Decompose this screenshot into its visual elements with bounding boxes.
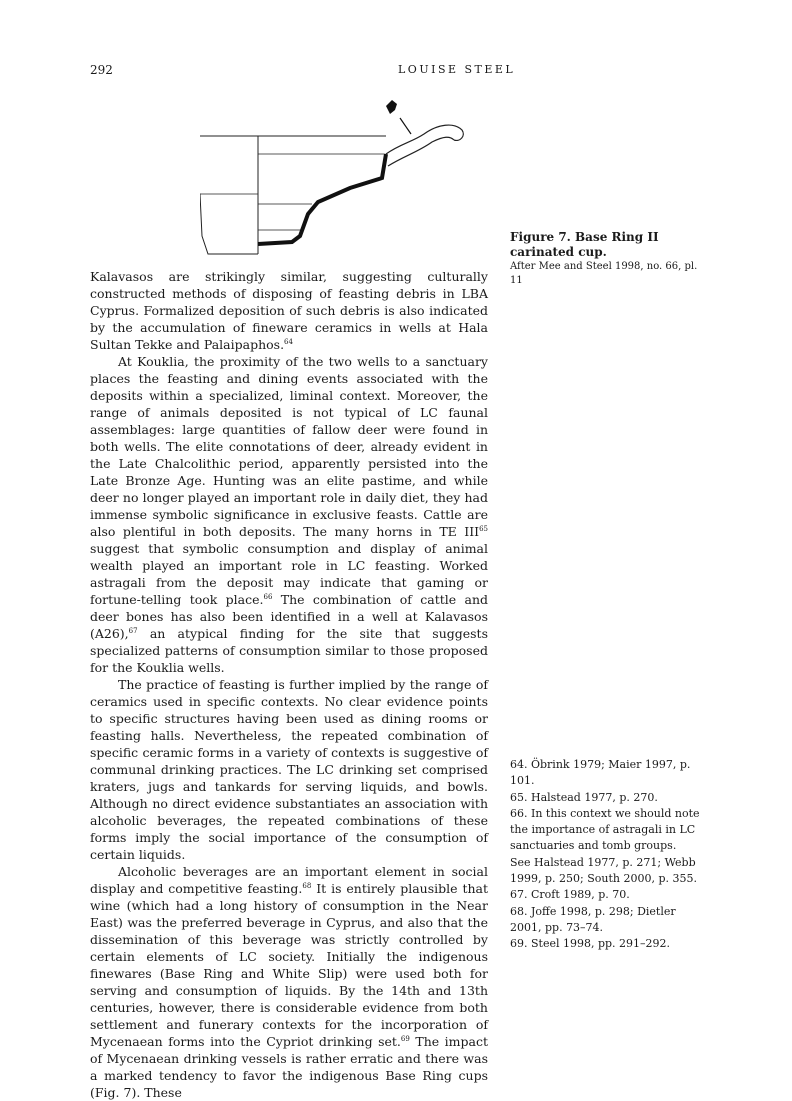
cup-drawing	[200, 96, 470, 256]
exterior-profile	[200, 136, 258, 254]
body-text	[90, 268, 488, 1101]
footnote: 64. Öbrink 1979; Maier 1997, p. 101.	[510, 758, 691, 788]
handle-outline	[386, 125, 463, 154]
figure-base-ring-cup	[200, 96, 470, 256]
fragment-pointer	[400, 118, 411, 134]
paragraph: Kalavasos are strikingly similar, suggesting culturally constructed methods of disposing of feasting debris in LBA Cyprus. Formalized deposition of such debris is also indicated by the accumulation of fineware ceramics in wells at Hala Sultan Tekke and Palaipaphos.$^{64}$	[90, 269, 488, 352]
caption-title: Figure 7. Base Ring II carinated cup.	[510, 230, 659, 259]
paragraph: At Kouklia, the proximity of the two wells to a sanctuary places the feasting and dining events associated with the deposits within a specialized, liminal context. Moreover, the range of animals deposited is not typical of LC faunal assemblages: large quantities of fallow deer were found in both wells. The elite connotations of deer, already evident in the Late Chalcolithic period, apparently persisted into the Late Bronze Age. Hunting was an elite pastime, and while deer no longer played an important role in daily diet, they had immense symbolic significance in exclusive feasts. Cattle are also plentiful in both deposits. The many horns in TE III$^{65}$ suggest that symbolic consumption and display of animal wealth played an important role in LC feasting. Worked astragali from the deposit may indicate that gaming or fortune-telling took place.$^{66}$ The combination of cattle and deer bones has also been identified in a well at Kalavasos (A26),$^{67}$ an atypical finding for the site that suggests specialized patterns of consumption similar to those proposed for the Kouklia wells.	[90, 354, 488, 675]
figure-caption	[510, 230, 710, 288]
footnote: 69. Steel 1998, pp. 291–292.	[510, 937, 671, 951]
page-number: 292	[90, 63, 113, 77]
paragraph: Alcoholic beverages are an important element in social display and competitive feasting.$^{68}$ It is entirely plausible that wine (which had a long history of consumption in the Near East) was the preferred beverage in Cyprus, and also that the dissemination of this beverage was strictly controlled by certain elements of LC society. Initially the indigenous finewares (Base Ring and White Slip) were used both for serving and consumption of liquids. By the 14th and 13th centuries, however, there is considerable evidence from both settlement and funerary contexts for the incorporation of Mycenaean forms into the Cypriot drinking set.$^{69}$ The impact of Mycenaean drinking vessels is rather erratic and there was a marked tendency to favor the indigenous Base Ring cups (Fig. 7). These	[90, 864, 488, 1100]
section-wall	[258, 154, 386, 244]
footnote: 68. Joffe 1998, p. 298; Dietler 2001, pp. 73–74.	[510, 904, 676, 934]
handle-fragment	[386, 100, 397, 114]
caption-credit: After Mee and Steel 1998, no. 66, pl. 11	[510, 261, 698, 286]
running-head: LOUISE STEEL	[398, 63, 516, 76]
paragraph: The practice of feasting is further implied by the range of ceramics used in specific contexts. No clear evidence points to specific structures having been used as dining rooms or feasting halls. Nevertheless, the repeated combination of specific ceramic forms in a variety of contexts is suggestive of communal drinking practices. The LC drinking set comprised kraters, jugs and tankards for serving liquids, and bowls. Although no direct evidence substantiates an association with alcoholic beverages, the repeated combinations of these forms imply the social importance of the consumption of certain liquids.	[90, 677, 488, 862]
footnotes	[510, 757, 700, 953]
footnote: 67. Croft 1989, p. 70.	[510, 888, 630, 902]
footnote: 66. In this context we should note the importance of astragali in LC sanctuaries and tomb groups. See Halstead 1977, p. 271; Webb 1999, p. 250; South 2000, p. 355.	[510, 806, 700, 886]
footnote: 65. Halstead 1977, p. 270.	[510, 790, 658, 804]
